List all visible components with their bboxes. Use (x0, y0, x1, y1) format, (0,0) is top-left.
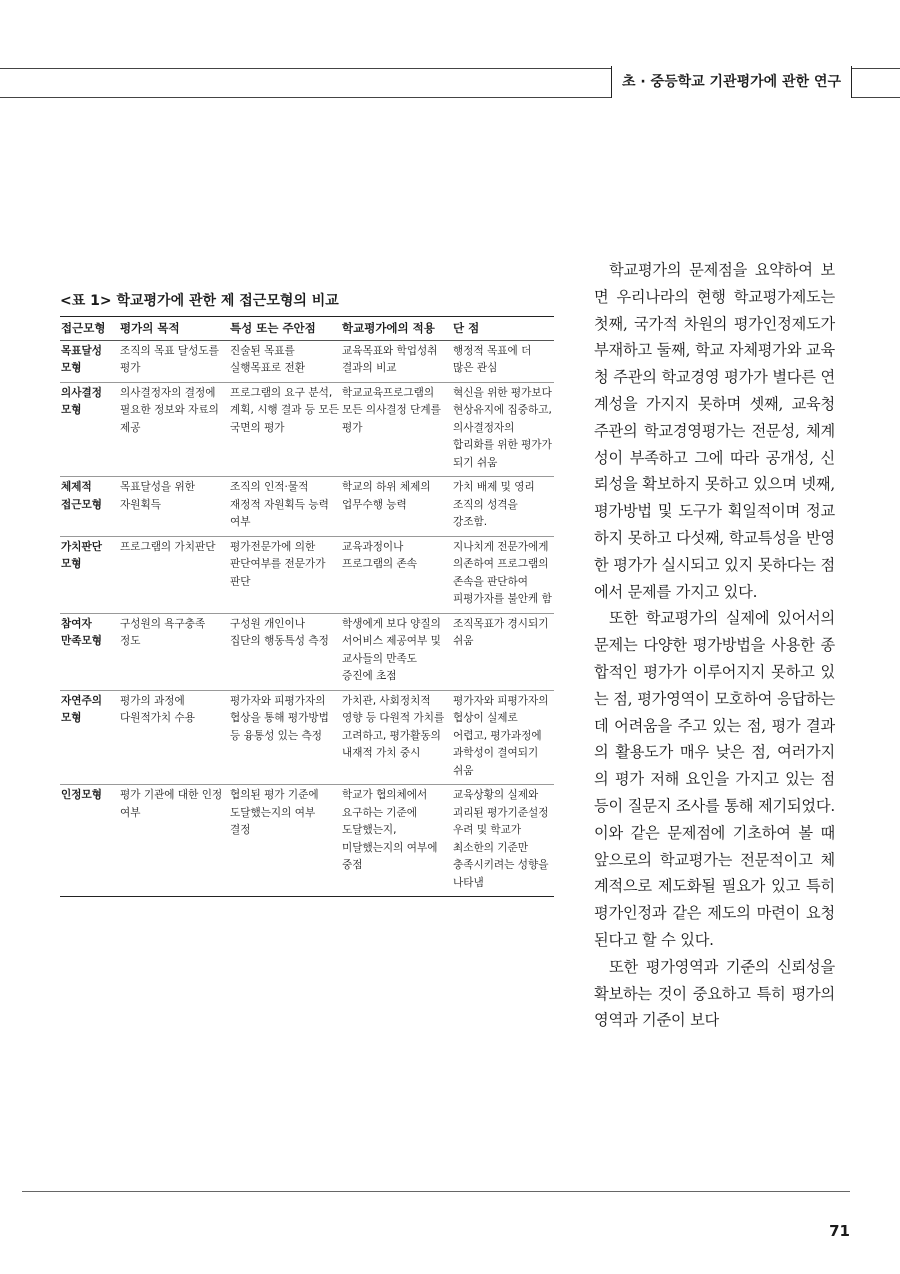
table-row (60, 382, 554, 477)
column-header: 단 점 (452, 317, 554, 341)
table-cell: 프로그램의 요구 분석, 계획, 시행 결과 등 모든 국면의 평가 (229, 382, 341, 477)
comparison-table (60, 316, 554, 897)
table-cell: 의사결정자의 결정에 필요한 정보와 자료의 제공 (119, 382, 229, 477)
table-cell: 협의된 평가 기준에 도달했는지의 여부 결정 (229, 785, 341, 897)
table-cell: 인정모형 (60, 785, 119, 897)
page-number: 71 (829, 1222, 850, 1240)
table-cell: 가치판단 모형 (60, 536, 119, 613)
table-cell: 평가자와 피평가자의 협상을 통해 평가방법 등 융통성 있는 측정 (229, 690, 341, 785)
table-cell: 구성원의 욕구충족 정도 (119, 613, 229, 690)
table-cell: 의사결정 모형 (60, 382, 119, 477)
table-cell: 학교의 하위 체제의 업무수행 능력 (341, 477, 452, 537)
table-cell: 학교교육프로그램의 모든 의사결정 단계를 평가 (341, 382, 452, 477)
table-cell: 교육목표와 학업성취 결과의 비교 (341, 340, 452, 382)
body-paragraph: 학교평가의 문제점을 요약하여 보면 우리나라의 현행 학교평가제도는 첫째, 국가적 차원의 평가인정제도가 부재하고 둘째, 학교 자체평가와 교육청 주관의 학교경영 평가가 별다른 연계성을 가지지 못하며 셋째, 교육청 주관의 학교경영평가는 전문성, 체계성이 부족하고 그에 따라 공개성, 신뢰성을 확보하지 못하고 있으며 넷째, 평가방법 및 도구가 획일적이며 정교하지 못하고 다섯째, 학교특성을 반영한 평가가 실시되고 있지 못하다는 점에서 문제를 가지고 있다. (594, 261, 835, 601)
table-cell: 가치 배제 및 영리 조직의 성격을 강조함. (452, 477, 554, 537)
body-paragraph: 또한 평가영역과 기준의 신뢰성을 확보하는 것이 중요하고 특히 평가의 영역과 기준이 보다 (594, 957, 835, 1030)
table-cell: 조직목표가 경시되기 쉬움 (452, 613, 554, 690)
table-cell: 체제적 접근모형 (60, 477, 119, 537)
column-header: 학교평가에의 적용 (341, 317, 452, 341)
table-cell: 학교가 협의체에서 요구하는 기준에 도달했는지, 미달했는지의 여부에 중점 (341, 785, 452, 897)
table-cell: 지나치게 전문가에게 의존하여 프로그램의 존속을 판단하여 피평가자를 불안케 함 (452, 536, 554, 613)
table-cell: 구성원 개인이나 집단의 행동특성 측정 (229, 613, 341, 690)
body-text-column (594, 257, 835, 1034)
table-cell: 조직의 목표 달성도를 평가 (119, 340, 229, 382)
table-row (60, 785, 554, 897)
table-cell: 참여자 만족모형 (60, 613, 119, 690)
table-cell: 가치관, 사회정치적 영향 등 다원적 가치를 고려하고, 평가활동의 내재적 가치 중시 (341, 690, 452, 785)
table-cell: 학생에게 보다 양질의 서어비스 제공여부 및 교사들의 만족도 증진에 초점 (341, 613, 452, 690)
table-cell: 평가의 과정에 다원적가치 수용 (119, 690, 229, 785)
table-cell: 혁신을 위한 평가보다 현상유지에 집중하고, 의사결정자의 합리화를 위한 평가가 되기 쉬움 (452, 382, 554, 477)
table-row (60, 477, 554, 537)
body-paragraph: 또한 학교평가의 실제에 있어서의 문제는 다양한 평가방법을 사용한 종합적인 평가가 이루어지지 못하고 있는 점, 평가영역이 모호하여 응답하는데 어려움을 주고 있는 점, 평가 결과의 활용도가 매우 낮은 점, 여러가지의 평가 저해 요인을 가지고 있는 점 등이 질문지 조사를 통해 제기되었다. 이와 같은 문제점에 기초하여 볼 때 앞으로의 학교평가는 전문적이고 체계적으로 제도화될 필요가 있고 특히 평가인정과 같은 제도의 마련이 요청된다고 할 수 있다. (594, 609, 835, 949)
table-header-row (60, 317, 554, 341)
running-head: 초 · 중등학교 기관평가에 관한 연구 (611, 66, 852, 98)
table-cell: 목표달성 모형 (60, 340, 119, 382)
column-header: 평가의 목적 (119, 317, 229, 341)
table-row (60, 690, 554, 785)
footer-rule (22, 1191, 850, 1192)
table-cell: 평가전문가에 의한 판단여부를 전문가가 판단 (229, 536, 341, 613)
table-cell: 평가자와 피평가자의 협상이 실제로 어렵고, 평가과정에 과학성이 결여되기 쉬움 (452, 690, 554, 785)
table-cell: 목표달성을 위한 자원획득 (119, 477, 229, 537)
table-cell: 교육상황의 실제와 괴리된 평가기준설정 우려 및 학교가 최소한의 기준만 충족시키려는 성향을 나타냄 (452, 785, 554, 897)
table-cell: 자연주의 모형 (60, 690, 119, 785)
table-cell: 평가 기관에 대한 인정 여부 (119, 785, 229, 897)
table-caption: <표 1> 학교평가에 관한 제 접근모형의 비교 (60, 293, 339, 309)
table-cell: 교육과정이나 프로그램의 존속 (341, 536, 452, 613)
table-cell: 진술된 목표를 실행목표로 전환 (229, 340, 341, 382)
column-header: 접근모형 (60, 317, 119, 341)
table-cell: 행정적 목표에 더 많은 관심 (452, 340, 554, 382)
table-row (60, 613, 554, 690)
column-header: 특성 또는 주안점 (229, 317, 341, 341)
table-cell: 조직의 인적·물적 재정적 자원획득 능력 여부 (229, 477, 341, 537)
table-row (60, 536, 554, 613)
table-cell: 프로그램의 가치판단 (119, 536, 229, 613)
table-row (60, 340, 554, 382)
